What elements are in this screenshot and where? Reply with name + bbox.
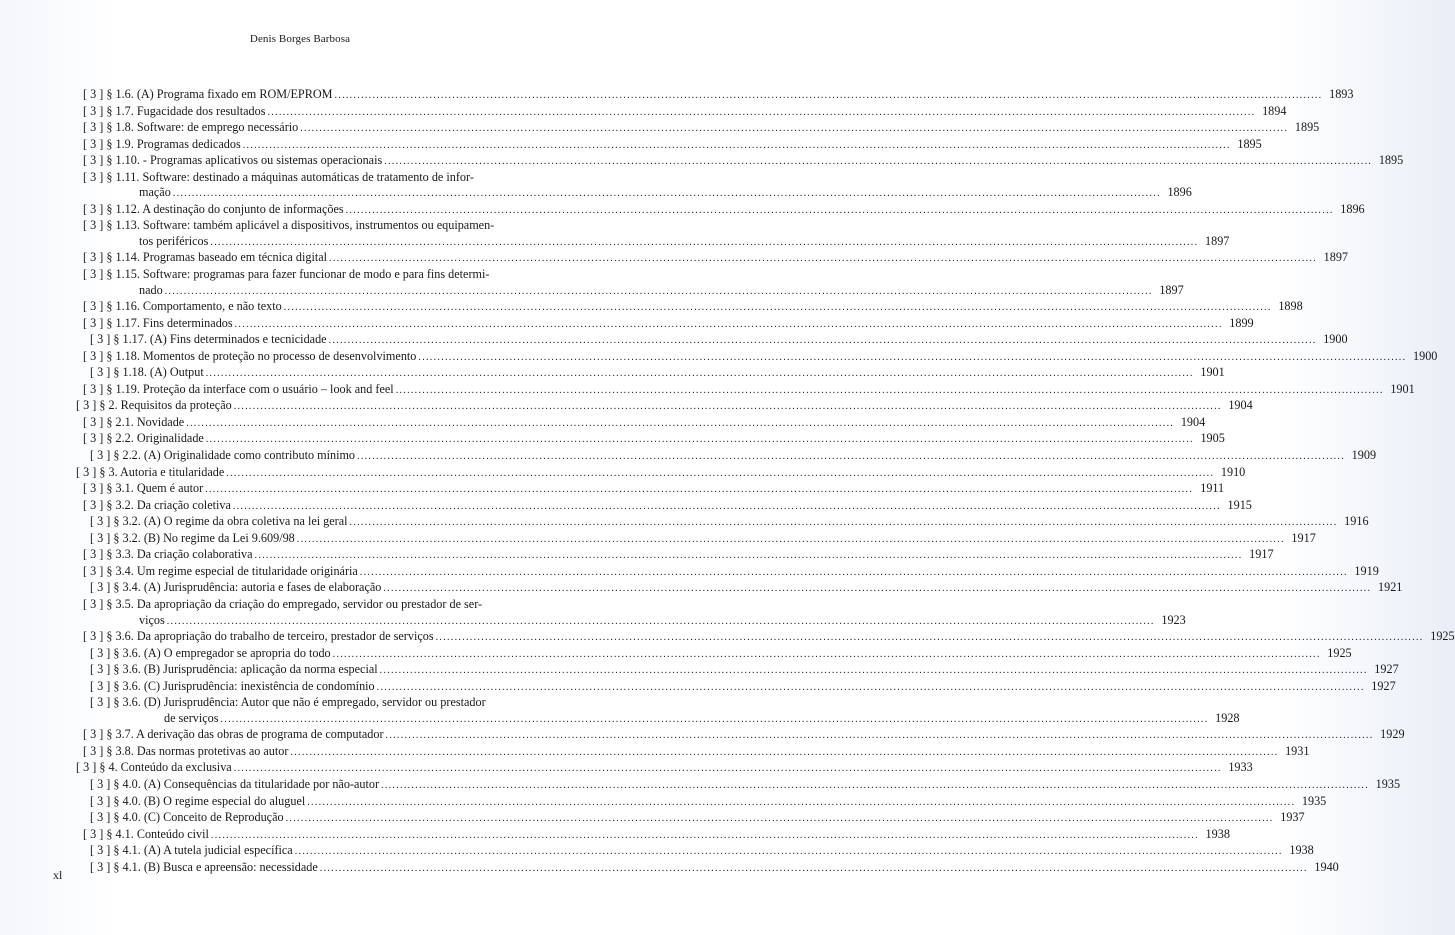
toc-entry-title: [ 3 ] § 1.18. (A) Output bbox=[90, 365, 204, 380]
toc-entry-title: [ 3 ] § 3.4. Um regime especial de titularidade originária bbox=[83, 563, 358, 578]
page-folio: xl bbox=[53, 868, 63, 882]
toc-entry-title: [ 3 ] § 3.4. (A) Jurisprudência: autoria e fases de elaboração bbox=[90, 580, 382, 595]
toc-entry[interactable] bbox=[76, 169, 1192, 202]
dot-leader bbox=[205, 482, 1193, 498]
toc-entry-page-number: 1925 bbox=[1327, 645, 1352, 660]
toc-entry-page-number: 1937 bbox=[1280, 810, 1305, 825]
dot-leader bbox=[300, 121, 1288, 137]
toc-entry-page-number: 1923 bbox=[1161, 612, 1186, 627]
dot-leader bbox=[334, 88, 1322, 104]
toc-entry-title: [ 3 ] § 3.1. Quem é autor bbox=[83, 481, 204, 496]
toc-entry-title: [ 3 ] § 1.10. - Programas aplicativos ou sistemas operacionais bbox=[83, 153, 383, 168]
toc-entry-title: [ 3 ] § 2. Requisitos da proteção bbox=[76, 398, 232, 413]
toc-entry-title: [ 3 ] § 3.6. Da apropriação do trabalho de terceiro, prestador de serviços bbox=[83, 629, 434, 644]
toc-entry[interactable] bbox=[76, 267, 1184, 299]
toc-entry-title: [ 3 ] § 4.0. (A) Consequências da titularidade por não-autor bbox=[90, 776, 380, 791]
toc-entry-page-number: 1935 bbox=[1301, 793, 1327, 808]
dot-leader bbox=[210, 235, 1198, 251]
toc-entry-title: [ 3 ] § 1.8. Software: de emprego necessário bbox=[83, 120, 299, 135]
dot-leader bbox=[206, 366, 1194, 382]
dot-leader bbox=[329, 333, 1317, 349]
toc-entry-page-number: 1901 bbox=[1390, 381, 1415, 396]
toc-entry[interactable] bbox=[76, 826, 1230, 844]
toc-entry-title: [ 3 ] § 1.7. Fugacidade dos resultados bbox=[83, 103, 266, 118]
dot-leader bbox=[226, 466, 1214, 482]
toc-entry-page-number: 1910 bbox=[1220, 464, 1246, 479]
toc-entry-page-number: 1917 bbox=[1291, 530, 1316, 545]
dot-leader bbox=[350, 515, 1338, 531]
toc-entry[interactable] bbox=[76, 776, 1401, 794]
dot-leader bbox=[381, 778, 1369, 794]
dot-leader bbox=[206, 432, 1194, 448]
dot-leader bbox=[221, 712, 1209, 728]
toc-entry-title: [ 3 ] § 4.1. (B) Busca e apreensão: necessidade bbox=[90, 859, 318, 874]
table-of-contents bbox=[76, 87, 1455, 876]
toc-entry[interactable] bbox=[76, 580, 1403, 597]
toc-entry-page-number: 1894 bbox=[1262, 103, 1287, 118]
toc-entry[interactable] bbox=[76, 530, 1316, 548]
toc-entry-page-number: 1919 bbox=[1354, 563, 1379, 578]
toc-entry[interactable] bbox=[76, 843, 1314, 860]
toc-entry[interactable] bbox=[76, 87, 1354, 104]
toc-entry[interactable] bbox=[76, 695, 1240, 727]
dot-leader bbox=[243, 138, 1231, 154]
toc-entry-page-number: 1900 bbox=[1413, 348, 1438, 363]
toc-entry[interactable] bbox=[76, 315, 1254, 333]
toc-entry-page-number: 1909 bbox=[1351, 448, 1377, 463]
toc-entry-page-number: 1940 bbox=[1314, 859, 1339, 874]
toc-entry-title: [ 3 ] § 1.18. Momentos de proteção no processo de desenvolvimento bbox=[83, 348, 417, 363]
toc-entry[interactable] bbox=[76, 348, 1438, 366]
toc-entry[interactable] bbox=[76, 727, 1405, 744]
toc-entry[interactable] bbox=[76, 398, 1253, 415]
toc-entry[interactable] bbox=[76, 662, 1399, 679]
dot-leader bbox=[418, 350, 1406, 366]
dot-leader bbox=[167, 614, 1155, 630]
toc-entry[interactable] bbox=[76, 481, 1225, 498]
toc-entry-page-number: 1938 bbox=[1289, 843, 1314, 858]
toc-entry-title: [ 3 ] § 4.0. (B) O regime especial do aluguel bbox=[90, 793, 306, 808]
toc-entry[interactable] bbox=[76, 596, 1186, 629]
toc-entry-title: [ 3 ] § 3.2. (B) No regime da Lei 9.609/98 bbox=[90, 530, 295, 545]
dot-leader bbox=[165, 284, 1153, 300]
toc-entry-page-number: 1915 bbox=[1227, 497, 1252, 512]
toc-entry-title-continuation: mação bbox=[139, 185, 171, 200]
toc-entry-title: [ 3 ] § 2.2. (A) Originalidade como contributo mínimo bbox=[90, 448, 356, 463]
toc-entry-title: [ 3 ] § 1.12. A destinação do conjunto de informações bbox=[83, 201, 344, 216]
toc-entry[interactable] bbox=[76, 678, 1396, 696]
toc-entry-title: [ 3 ] § 2.2. Originalidade bbox=[83, 431, 204, 446]
toc-entry-page-number: 1897 bbox=[1205, 233, 1230, 248]
dot-leader bbox=[383, 581, 1371, 597]
dot-leader bbox=[377, 680, 1365, 696]
toc-entry-title: [ 3 ] § 4.1. Conteúdo civil bbox=[83, 826, 209, 841]
dot-leader bbox=[357, 449, 1345, 465]
toc-entry-title-continuation: tos periféricos bbox=[139, 233, 209, 248]
dot-leader bbox=[307, 795, 1295, 811]
dot-leader bbox=[173, 186, 1161, 202]
running-head: Denis Borges Barbosa bbox=[249, 33, 351, 45]
toc-entry[interactable] bbox=[76, 547, 1274, 564]
toc-entry-page-number: 1900 bbox=[1323, 332, 1348, 347]
toc-entry[interactable] bbox=[76, 743, 1310, 761]
toc-entry[interactable] bbox=[76, 760, 1253, 777]
toc-entry[interactable] bbox=[76, 299, 1303, 316]
toc-entry-title: [ 3 ] § 3.6. (A) O empregador se apropria do todo bbox=[90, 645, 331, 660]
toc-entry-title: [ 3 ] § 1.16. Comportamento, e não texto bbox=[83, 299, 282, 314]
toc-entry-title: [ 3 ] § 3.2. Da criação coletiva bbox=[83, 497, 231, 512]
toc-entry-title: [ 3 ] § 3.8. Das normas protetivas ao autor bbox=[83, 743, 289, 758]
toc-entry-page-number: 1895 bbox=[1237, 136, 1262, 151]
toc-entry[interactable] bbox=[76, 645, 1352, 663]
dot-leader bbox=[267, 105, 1255, 121]
toc-entry[interactable] bbox=[76, 332, 1348, 349]
toc-entry-title: [ 3 ] § 3.6. (D) Jurisprudência: Autor que não é empregado, servidor ou prestador bbox=[90, 695, 486, 710]
toc-entry-title: [ 3 ] § 3.6. (B) Jurisprudência: aplicação da norma especial bbox=[90, 662, 378, 677]
dot-leader bbox=[234, 761, 1222, 777]
dot-leader bbox=[320, 861, 1308, 877]
toc-entry-page-number: 1917 bbox=[1249, 547, 1274, 562]
dot-leader bbox=[234, 399, 1222, 415]
toc-entry[interactable] bbox=[76, 629, 1455, 646]
toc-entry-title: [ 3 ] § 4.1. (A) A tutela judicial específica bbox=[90, 843, 293, 858]
toc-entry-page-number: 1931 bbox=[1285, 743, 1310, 758]
toc-entry[interactable] bbox=[76, 431, 1225, 448]
toc-entry-title: [ 3 ] § 1.14. Programas baseado em técnica digital bbox=[83, 250, 328, 265]
dot-leader bbox=[297, 532, 1285, 548]
toc-entry-page-number: 1897 bbox=[1159, 282, 1184, 297]
dot-leader bbox=[396, 383, 1384, 399]
toc-entry-page-number: 1933 bbox=[1228, 760, 1253, 775]
dot-leader bbox=[333, 647, 1321, 663]
toc-entry-page-number: 1896 bbox=[1340, 201, 1365, 216]
toc-entry-page-number: 1935 bbox=[1375, 776, 1401, 791]
toc-entry-page-number: 1904 bbox=[1228, 398, 1253, 413]
toc-entry-page-number: 1895 bbox=[1378, 153, 1404, 168]
toc-entry-title: [ 3 ] § 1.17. (A) Fins determinados e tecnicidade bbox=[90, 332, 327, 347]
toc-entry-page-number: 1896 bbox=[1167, 185, 1192, 200]
dot-leader bbox=[211, 828, 1199, 844]
toc-entry-title: [ 3 ] § 4.0. (C) Conceito de Reprodução bbox=[90, 810, 284, 825]
dot-leader bbox=[235, 317, 1223, 333]
toc-entry[interactable] bbox=[76, 381, 1415, 399]
dot-leader bbox=[360, 565, 1348, 581]
toc-entry-page-number: 1928 bbox=[1215, 710, 1240, 725]
toc-entry[interactable] bbox=[76, 365, 1225, 382]
toc-entry[interactable] bbox=[76, 136, 1262, 154]
toc-entry-title: [ 3 ] § 3.3. Da criação colaborativa bbox=[83, 547, 253, 562]
toc-entry-title: [ 3 ] § 4. Conteúdo da exclusiva bbox=[76, 760, 232, 775]
dot-leader bbox=[233, 499, 1221, 515]
toc-entry[interactable] bbox=[76, 120, 1320, 137]
toc-entry[interactable] bbox=[76, 250, 1349, 267]
toc-entry-page-number: 1925 bbox=[1430, 629, 1455, 644]
toc-entry-page-number: 1898 bbox=[1278, 299, 1303, 314]
toc-entry-title: [ 3 ] § 3.5. Da apropriação da criação do empregado, servidor ou prestador de ser- bbox=[83, 596, 483, 611]
toc-entry-title: [ 3 ] § 1.15. Software: programas para fazer funcionar de modo e para fins determi- bbox=[83, 267, 490, 282]
toc-entry[interactable] bbox=[76, 563, 1379, 581]
dot-leader bbox=[186, 416, 1174, 432]
toc-entry[interactable] bbox=[76, 793, 1327, 811]
dot-leader bbox=[386, 728, 1374, 744]
toc-entry-title-continuation: viços bbox=[139, 612, 165, 627]
toc-entry-title: [ 3 ] § 3. Autoria e titularidade bbox=[76, 464, 225, 479]
toc-entry-title: [ 3 ] § 1.13. Software: também aplicável a dispositivos, instrumentos ou equipamen- bbox=[83, 218, 495, 233]
toc-entry-page-number: 1893 bbox=[1329, 87, 1354, 101]
dot-leader bbox=[380, 663, 1368, 679]
toc-entry-title: [ 3 ] § 1.11. Software: destinado a máquinas automáticas de tratamento de infor- bbox=[83, 169, 474, 184]
toc-entry[interactable] bbox=[76, 153, 1404, 170]
toc-entry[interactable] bbox=[76, 859, 1339, 877]
toc-entry-title: [ 3 ] § 3.6. (C) Jurisprudência: inexistência de condomínio bbox=[90, 678, 375, 693]
dot-leader bbox=[295, 844, 1283, 860]
dot-leader bbox=[436, 630, 1424, 646]
toc-entry-page-number: 1927 bbox=[1371, 678, 1396, 693]
toc-entry-page-number: 1897 bbox=[1323, 250, 1349, 265]
dot-leader bbox=[346, 203, 1334, 219]
dot-leader bbox=[284, 300, 1272, 316]
toc-entry-page-number: 1905 bbox=[1200, 431, 1225, 446]
toc-entry[interactable] bbox=[76, 464, 1246, 482]
toc-entry[interactable] bbox=[76, 497, 1252, 515]
toc-entry-title: [ 3 ] § 1.9. Programas dedicados bbox=[83, 136, 241, 151]
toc-entry-page-number: 1904 bbox=[1180, 414, 1206, 429]
dot-leader bbox=[286, 811, 1274, 827]
dot-leader bbox=[329, 251, 1317, 267]
toc-entry-page-number: 1938 bbox=[1205, 826, 1230, 841]
toc-entry-title: [ 3 ] § 3.7. A derivação das obras de programa de computador bbox=[83, 727, 384, 742]
toc-entry-page-number: 1895 bbox=[1294, 120, 1320, 135]
toc-entry-title-continuation: nado bbox=[139, 282, 163, 297]
toc-entry-title: [ 3 ] § 2.1. Novidade bbox=[83, 414, 185, 429]
toc-entry-page-number: 1911 bbox=[1200, 481, 1225, 496]
dot-leader bbox=[290, 745, 1278, 761]
toc-entry-title: [ 3 ] § 1.17. Fins determinados bbox=[83, 315, 233, 330]
toc-entry-page-number: 1927 bbox=[1374, 662, 1399, 677]
toc-entry-title-continuation: de serviços bbox=[164, 710, 219, 725]
toc-entry[interactable] bbox=[76, 810, 1305, 827]
toc-entry-page-number: 1916 bbox=[1344, 514, 1369, 529]
toc-entry[interactable] bbox=[76, 103, 1287, 121]
toc-entry-title: [ 3 ] § 1.6. (A) Programa fixado em ROM/EPROM bbox=[83, 87, 333, 101]
dot-leader bbox=[384, 154, 1372, 170]
toc-entry-title: [ 3 ] § 3.2. (A) O regime da obra coletiva na lei geral bbox=[90, 514, 348, 529]
toc-entry-page-number: 1921 bbox=[1378, 580, 1403, 595]
toc-entry-title: [ 3 ] § 1.19. Proteção da interface com o usuário – look and feel bbox=[83, 381, 394, 396]
toc-entry[interactable] bbox=[76, 414, 1206, 432]
toc-entry-page-number: 1929 bbox=[1380, 727, 1405, 742]
toc-entry-page-number: 1901 bbox=[1200, 365, 1225, 380]
dot-leader bbox=[255, 548, 1243, 564]
toc-entry[interactable] bbox=[76, 448, 1377, 465]
toc-entry[interactable] bbox=[76, 514, 1369, 531]
toc-entry-page-number: 1899 bbox=[1229, 315, 1254, 330]
toc-entry[interactable] bbox=[76, 218, 1230, 250]
toc-entry[interactable] bbox=[76, 201, 1365, 219]
